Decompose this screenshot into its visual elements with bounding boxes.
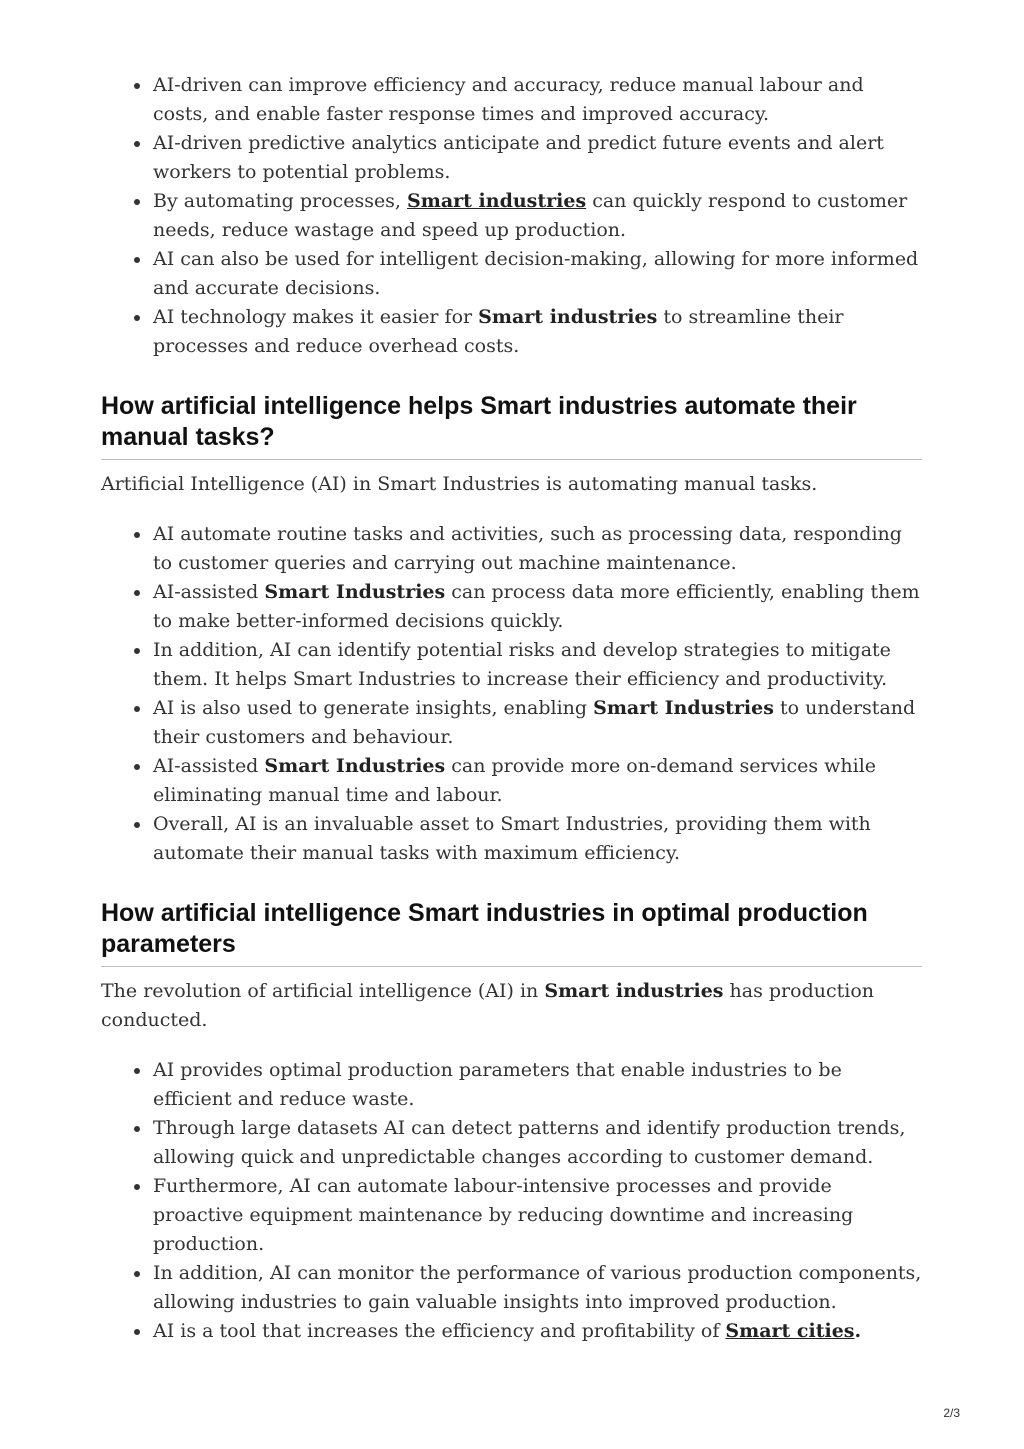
keyword: Smart Industries bbox=[264, 755, 446, 777]
list-item bbox=[153, 752, 922, 810]
list-item-text: Overall, AI is an invaluable asset to Smart Industries, providing them with automate their manual tasks with maximum efficiency. bbox=[153, 813, 871, 864]
list-item bbox=[153, 1317, 922, 1346]
list-item-text: In addition, AI can monitor the performance of various production components, allowing industries to gain valuable insights into improved production. bbox=[153, 1262, 922, 1313]
article-body bbox=[101, 71, 922, 1346]
list-item-text: AI technology makes it easier for Smart industries to streamline their processes and reduce overhead costs. bbox=[153, 306, 844, 357]
list-item bbox=[153, 245, 922, 303]
list-item-text: AI-assisted Smart Industries can process data more efficiently, enabling them to make better-informed decisions quickly. bbox=[153, 581, 920, 632]
keyword: Smart industries bbox=[544, 980, 724, 1002]
list-item bbox=[153, 1172, 922, 1259]
list-item-text: AI-assisted Smart Industries can provide more on-demand services while eliminating manual time and labour. bbox=[153, 755, 877, 806]
section-heading-automate-manual-tasks: How artificial intelligence helps Smart industries automate their manual tasks? bbox=[101, 391, 922, 460]
list-item-text: AI is also used to generate insights, enabling Smart Industries to understand their customers and behaviour. bbox=[153, 697, 916, 748]
section-intro: Artificial Intelligence (AI) in Smart Industries is automating manual tasks. bbox=[101, 473, 818, 495]
automation-list bbox=[101, 520, 922, 868]
section-heading-optimal-production: How artificial intelligence Smart industries in optimal production parameters bbox=[101, 898, 922, 967]
list-item bbox=[153, 303, 922, 361]
list-item-text: In addition, AI can identify potential risks and develop strategies to mitigate them. It helps Smart Industries to increase their efficiency and productivity. bbox=[153, 639, 891, 690]
list-item-text: Furthermore, AI can automate labour-intensive processes and provide proactive equipment maintenance by reducing downtime and increasing production. bbox=[153, 1175, 854, 1255]
production-list bbox=[101, 1056, 922, 1346]
list-item-text: AI-driven predictive analytics anticipate and predict future events and alert workers to potential problems. bbox=[153, 132, 884, 183]
list-item bbox=[153, 71, 922, 129]
smart-cities-link[interactable]: Smart cities bbox=[725, 1320, 855, 1342]
list-item bbox=[153, 1056, 922, 1114]
list-item-text: Through large datasets AI can detect patterns and identify production trends, allowing quick and unpredictable changes according to customer demand. bbox=[153, 1117, 906, 1168]
list-item-text: By automating processes, Smart industries can quickly respond to customer needs, reduce wastage and speed up production. bbox=[153, 190, 908, 241]
list-item-text: AI automate routine tasks and activities, such as processing data, responding to customer queries and carrying out machine maintenance. bbox=[153, 523, 902, 574]
list-item-text: AI provides optimal production parameters that enable industries to be efficient and reduce waste. bbox=[153, 1059, 842, 1110]
list-item bbox=[153, 636, 922, 694]
list-item bbox=[153, 520, 922, 578]
list-item bbox=[153, 1114, 922, 1172]
list-item-text: AI is a tool that increases the efficiency and profitability of Smart cities. bbox=[153, 1320, 862, 1342]
keyword: Smart Industries bbox=[264, 581, 446, 603]
list-item bbox=[153, 1259, 922, 1317]
keyword: Smart Industries bbox=[593, 697, 774, 719]
list-item-text: AI-driven can improve efficiency and accuracy, reduce manual labour and costs, and enable faster response times and improved accuracy. bbox=[153, 74, 864, 125]
section-intro: The revolution of artificial intelligence (AI) in Smart industries has production conducted. bbox=[101, 980, 875, 1031]
list-item bbox=[153, 578, 922, 636]
list-item-text: AI can also be used for intelligent decision-making, allowing for more informed and accurate decisions. bbox=[153, 248, 919, 299]
list-item bbox=[153, 694, 922, 752]
list-item bbox=[153, 187, 922, 245]
smart-industries-link[interactable]: Smart industries bbox=[407, 190, 587, 212]
benefits-list bbox=[101, 71, 922, 361]
list-item bbox=[153, 810, 922, 868]
keyword: Smart industries bbox=[478, 306, 658, 328]
trailing-period: . bbox=[854, 1320, 862, 1342]
list-item bbox=[153, 129, 922, 187]
page-number: 2/3 bbox=[943, 1406, 960, 1420]
